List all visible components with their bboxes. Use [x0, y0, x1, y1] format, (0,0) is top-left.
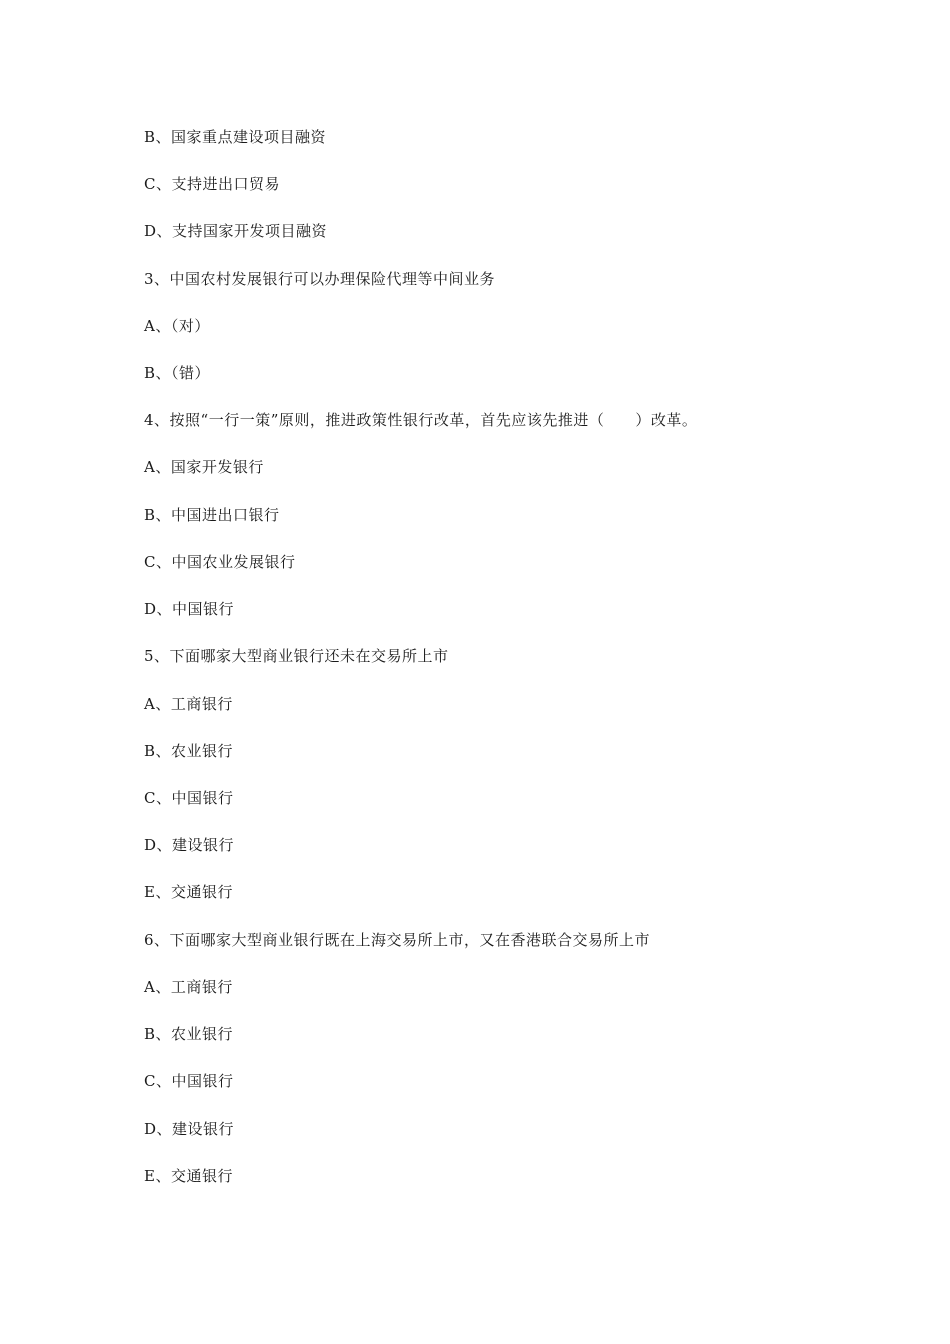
option-b-q5: B、农业银行 [144, 742, 234, 760]
option-a-q6: A、工商银行 [144, 978, 233, 996]
question-4: 4、按照“一行一策”原则，推进政策性银行改革，首先应该先推进（ ）改革。 [144, 411, 698, 429]
option-d-q5: D、建设银行 [144, 836, 235, 854]
option-b-q2: B、国家重点建设项目融资 [144, 128, 327, 146]
option-c-q4: C、中国农业发展银行 [144, 553, 296, 571]
option-d-q6: D、建设银行 [144, 1120, 235, 1138]
option-c-q2: C、支持进出口贸易 [144, 175, 280, 193]
question-5: 5、下面哪家大型商业银行还未在交易所上市 [144, 647, 449, 665]
option-d-q4: D、中国银行 [144, 600, 235, 618]
question-6: 6、下面哪家大型商业银行既在上海交易所上市，又在香港联合交易所上市 [144, 931, 651, 949]
option-b-q3: B、（错） [144, 364, 211, 382]
option-b-q4: B、中国进出口银行 [144, 506, 280, 524]
option-a-q3: A、（对） [144, 317, 210, 335]
question-3: 3、中国农村发展银行可以办理保险代理等中间业务 [144, 270, 496, 288]
option-c-q5: C、中国银行 [144, 789, 234, 807]
option-e-q5: E、交通银行 [144, 883, 233, 901]
option-a-q5: A、工商银行 [144, 695, 233, 713]
option-e-q6: E、交通银行 [144, 1167, 233, 1185]
option-b-q6: B、农业银行 [144, 1025, 234, 1043]
option-d-q2: D、支持国家开发项目融资 [144, 222, 328, 240]
option-c-q6: C、中国银行 [144, 1072, 234, 1090]
option-a-q4: A、国家开发银行 [144, 458, 264, 476]
